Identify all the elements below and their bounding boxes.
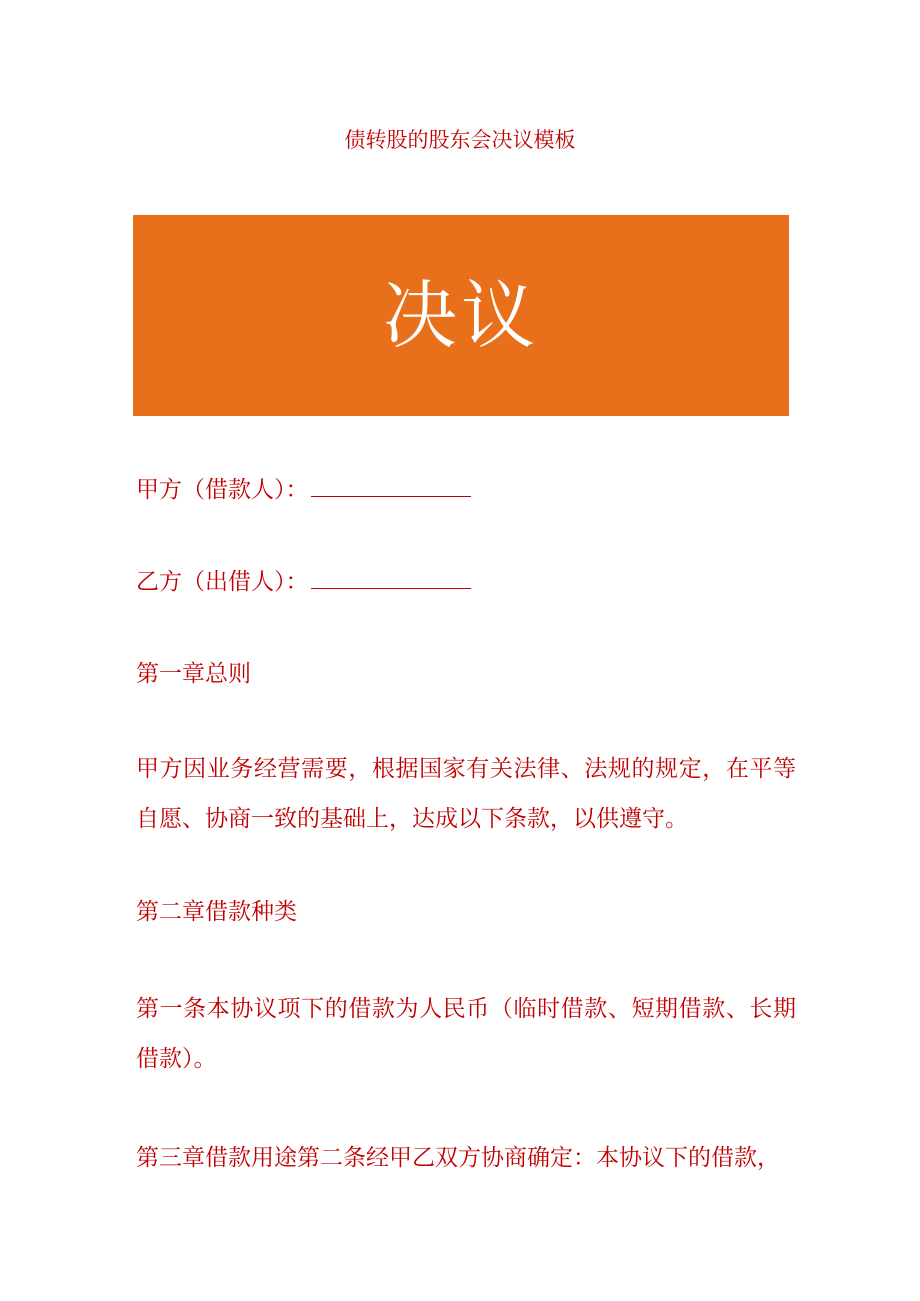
party-a-line: [136, 474, 471, 504]
article1-paragraph: 第一条本协议项下的借款为人民币（临时借款、短期借款、长期借款）。: [136, 996, 796, 1072]
party-a-label: 甲方（借款人）：: [136, 477, 309, 503]
party-b-blank: [311, 566, 471, 589]
party-b-label: 乙方（出借人）：: [136, 569, 309, 595]
chapter1-heading: 第一章总则: [136, 661, 251, 687]
banner-title: 决议: [383, 272, 539, 359]
document-title: 债转股的股东会决议模板: [344, 128, 576, 152]
chapter3-paragraph: 第三章借款用途第二条经甲乙双方协商确定：本协议下的借款，: [136, 1145, 780, 1171]
resolution-banner: [133, 215, 789, 416]
chapter2-heading: 第二章借款种类: [136, 899, 297, 925]
party-a-blank: [311, 474, 471, 497]
party-b-line: [136, 566, 471, 596]
chapter1-paragraph: 甲方因业务经营需要，根据国家有关法律、法规的规定，在平等自愿、协商一致的基础上，达成以下条款，以供遵守。: [136, 756, 796, 832]
